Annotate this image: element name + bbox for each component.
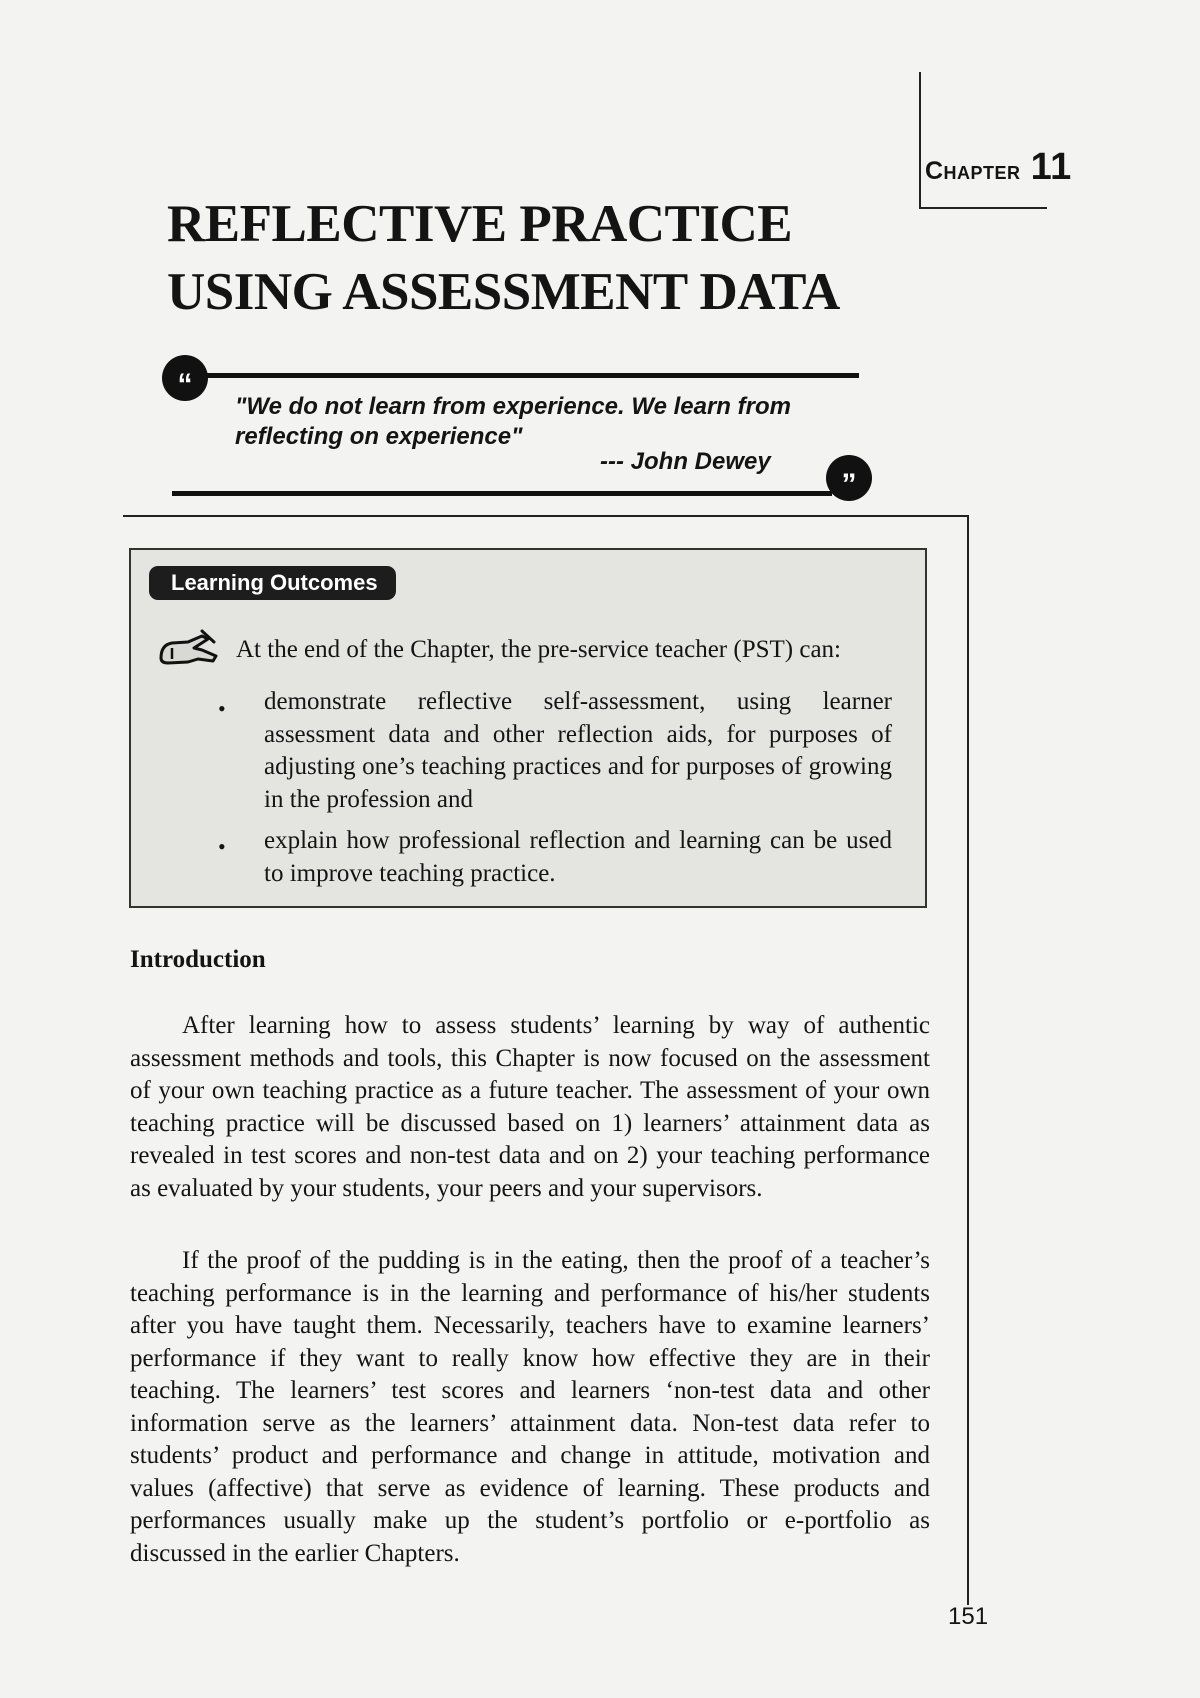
open-quote-icon: “ (162, 355, 208, 401)
page-number: 151 (948, 1603, 989, 1630)
chapter-number: 11 (1030, 146, 1072, 188)
chapter-title: REFLECTIVE PRACTICE USING ASSESSMENT DATA (167, 195, 840, 321)
frame-right-rule (967, 515, 969, 1605)
chapter-vertical-rule (919, 72, 921, 208)
quote-text: "We do not learn from experience. We learn from reflecting on experience" (235, 393, 791, 450)
frame-top-rule (123, 515, 969, 517)
bullet-icon: • (218, 696, 226, 721)
writing-hand-icon (158, 628, 220, 666)
learning-outcomes-badge: Learning Outcomes (149, 566, 396, 600)
learning-outcome-item: explain how professional reflection and learning can be used to improve teaching practice. (264, 827, 892, 887)
introduction-heading: Introduction (130, 946, 266, 973)
quote-top-rule (196, 373, 859, 378)
body-paragraph: After learning how to assess students’ learning by way of authentic assessment methods and tools, this Chapter is now focused on the assessment of your own teaching practice as a future teacher. The assessment of your own teaching practice will be discussed based on 1) learners’ attainment data as revealed in test scores and non-test data and on 2) your teaching performance as evaluated by your students, your peers and your supervisors. (130, 1012, 930, 1202)
close-quote-icon: ” (826, 455, 872, 501)
quote-bottom-rule (172, 491, 832, 496)
body-paragraph: If the proof of the pudding is in the eating, then the proof of a teacher’s teaching performance is in the learning and performance of his/her students after you have taught them. Necessarily, teachers have to examine learners’ performance if they want to really know how effective they are in their teaching. The learners’ test scores and learners ‘non-test data and other information serve as the learners’ attainment data. Non-test data refer to students’ product and performance and change in attitude, motivation and values (affective) that serve as evidence of learning. These products and performances usually make up the student’s portfolio or e-portfolio as discussed in the earlier Chapters. (130, 1247, 930, 1567)
chapter-horizontal-rule (919, 207, 1047, 209)
quote-author: --- John Dewey (600, 448, 771, 475)
chapter-word: Chapter (925, 157, 1021, 185)
chapter-label (925, 146, 1072, 189)
learning-outcome-item: demonstrate reflective self-assessment, using learner assessment data and other reflection aids, for purposes of adjusting one’s teaching practices and for purposes of growing in the profession and (264, 688, 892, 813)
bullet-icon: • (218, 834, 226, 859)
learning-outcomes-intro: At the end of the Chapter, the pre-service teacher (PST) can: (236, 636, 841, 663)
